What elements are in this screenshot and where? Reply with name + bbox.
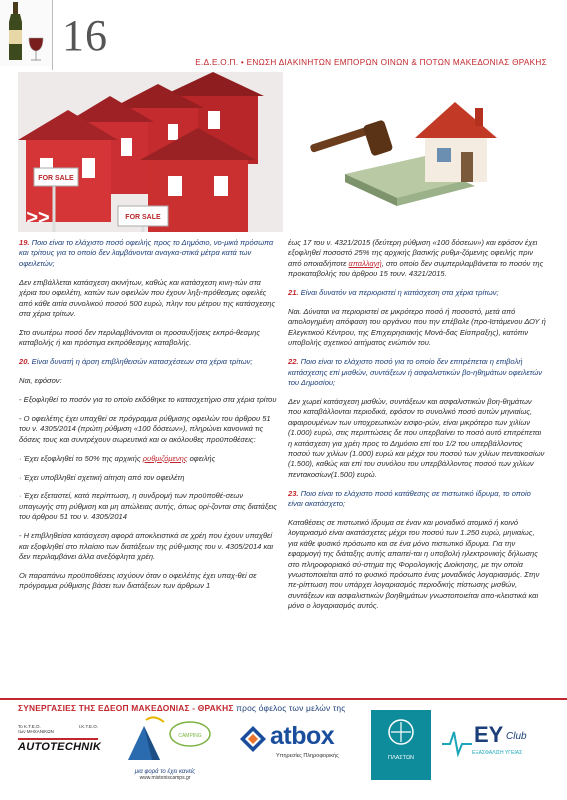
camping-logo[interactable]: CAMPING μια φορά το έχει κανείς www.mistoniscamps.gr: [110, 716, 220, 780]
left-column: [19, 238, 277, 600]
heartbeat-icon: [440, 722, 474, 762]
question-23: 23. Ποιο είναι το ελάχιστο ποσό κατάθεσης σε πιστωτικό ίδρυμα, το οποίο είναι ακατάσχετο;: [288, 488, 531, 509]
footer-divider: [0, 698, 567, 700]
question-19: 19. Ποιο είναι το ελάχιστο ποσό οφειλής προς το Δημόσιο, νο-μικά πρόσωπα και τρίτους για το οποίο δεν λαμβάνονται αναγκα-στικά μέτρα κατά των οφειλετών;: [19, 238, 274, 268]
right-column: [288, 238, 546, 620]
answer-20-p-last: Οι παραπάνω προϋποθέσεις ισχύουν όταν ο οφειλέτης έχει υπαχ-θεί σε πρόγραμμα ρύθμισης βάσει των διατάξεων των άρθρων 1: [19, 570, 257, 591]
header-divider: [52, 0, 53, 70]
question-20: 20. Είναι δυνατή η άρση επιβληθεισών κατασχέσεων στα χέρια τρίτων;: [19, 357, 253, 367]
answer-20-item3: - Η επιβληθείσα κατάσχεση αφορά αποκλειστικά σε χρέη που έχουν υπαχθεί και εξοφληθεί στο πλαίσιο των διατάξεων της ρύθ-μισης του ν. 4305/2014 και δεν περιλαμβάνει άλλα ανεξόφλητα χρέη.: [19, 531, 274, 561]
for-sale-sign-2: FOR SALE: [125, 214, 161, 221]
wine-bottle-glass-icon: [0, 0, 52, 66]
answer-20-sub3: · Έχει εξεταστεί, κατά περίπτωση, η συνδρομή των προϋποθέ-σεων υπαγωγής στη ρύθμιση και μη απώλειας αυτής, όπως ορί-ζονται στις διατάξεις του άρθρου 51 του ν. 4305/2014: [19, 491, 277, 522]
answer-20-sub1: · Έχει εξοφληθεί το 50% της αρχικής ρυθμιζόμενης οφειλής: [19, 453, 216, 463]
atbox-logo[interactable]: atbox Υπηρεσίες Πληροφορικής: [240, 722, 360, 772]
link-rythmizomenis[interactable]: ρυθμιζόμενης: [142, 453, 188, 463]
answer-19-p2: Στο ανωτέρω ποσό δεν περιλαμβάνονται οι προσαυξήσεις εκπρό-θεσμης καταβολής ή και πρόστιμα εκπρόθεσμης καταβολής.: [19, 327, 261, 348]
header-title: Ε.Δ.Ε.Ο.Π. • ΕΝΩΣΗ ΔΙΑΚΙΝΗΤΩΝ ΕΜΠΟΡΩΝ ΟΙΝΩΝ & ΠΟΤΩΝ ΜΑΚΕΔΟΝΙΑΣ ΘΡΑΚΗΣ: [195, 58, 547, 67]
answer-22: Δεν χωρεί κατάσχεση μισθών, συντάξεων και ασφαλιστικών βοη-θημάτων που καταβάλλονται περιοδικά, εφόσον το συνολικό ποσό αυτών μηνιαίως, αφαιρουμένων των υποχρεωτικών εισφο-ρών, είναι μικρότερο των χιλίων (1.000) ευρώ, στις περιπτώσεις δε που υπερβαίνει το ποσό αυτό επιτρέπεται η κατάσχεση για χρέη προς το Δημόσιο επί του 1/2 του υπερβάλλοντος ποσού των χιλίων (1.000) ευρώ και μέχρι του ποσού των χιλίων πεντακοσίων (1.500), καθώς και επί του συνόλου του υπερβάλλοντος ποσού των χιλίων πεντακοσίων(1.500) ευρώ.: [288, 396, 545, 479]
autotechnik-logo[interactable]: Το Κ.Τ.Ε.Ο. των ΜΗΧΑΝΙΚΩΝ Ι.Κ.Τ.Ε.Ο. AUTOTECHNIK: [18, 724, 102, 753]
question-21: 21. Είναι δυνατόν να περιοριστεί η κατάσχεση στα χέρια τρίτων;: [288, 288, 499, 298]
atbox-diamond-icon: [240, 726, 266, 752]
answer-23: Καταθέσεις σε πιστωτικό ίδρυμα σε έναν και μοναδικό ατομικό ή κοινό λογαριασμό είναι ακατάσχετες μέχρι του ποσού των 1.250 ευρώ, μηνιαίως, για κάθε φυσικό πρόσωπο και σε ένα μόνο πιστωτικό ίδρυμα. Για την εφαρμογή της διάταξης αυτής απαιτεί-ται η υποβολή ηλεκτρονικής δήλωσης στο πληροφοριακό σύ-στημα της Φορολογικής Διοίκησης, με την οποία γνωστοποιείται από το φυσικό πρόσωπο ένας μοναδικός λογαριασμός. Στην πε-ρίπτωση που υπάρχει λογαριασμός περιοδικής πίστωσης μισθών, συντάξεων και ασφαλιστικών βοηθημάτων γνωστοποιείται απο-κλειστικά και μόνο ο λογαριασμός αυτός.: [288, 517, 540, 611]
plaisio-logo[interactable]: ΠΛΑΣΤΩΝ: [371, 710, 431, 780]
answer-20-yes: Ναι, εφόσον:: [19, 376, 62, 386]
page-number: 16: [62, 11, 108, 60]
house-gavel-money-image: [305, 94, 517, 212]
answer-20-item1: - Εξοφληθεί το ποσόν για το οποίο εκδόθηκε το κατασχετήριο στα χέρια τρίτου: [19, 394, 277, 404]
houses-for-sale-image: [18, 72, 283, 232]
page-header: [0, 0, 567, 70]
footer-title: ΣΥΝΕΡΓΑΣΙΕΣ ΤΗΣ ΕΔΕΟΠ ΜΑΚΕΔΟΝΙΑΣ - ΘΡΑΚΗΣ προς όφελος των μελών της: [18, 703, 346, 713]
for-sale-sign-1: FOR SALE: [38, 175, 74, 182]
wine-logo: [0, 0, 52, 66]
answer-19-p1: Δεν επιβάλλεται κατάσχεση ακινήτων, καθώς και κατάσχεση κινη-τών στα χέρια του οφειλέτη, κατών των οφειλών που έχουν ληξι-πρόθεσμες οφειλές από κάθε αιτία συνολικού ποσού 500 ευρώ, πλην του μέτρου της κατάσχεσης στα χέρια τρίτων.: [19, 277, 276, 318]
tent-palm-icon: [110, 716, 220, 764]
answer-20-item2: - Ο οφειλέτης έχει υπαχθεί σε πρόγραμμα ρύθμισης οφειλών του άρθρου 51 του ν. 4305/2014 (πρώτη ρύθμιση «100 δόσεων»), πληρώνει κανονικά τις δόσεις τους και συντρέχουν σωρευτικά και οι ακόλουθες προϋποθέσεις:: [19, 413, 271, 444]
answer-21: Ναι. Δύναται να περιοριστεί σε μικρότερο ποσό ή ποσοστό, μετά από αιτιολογημένη απόφαση του οργάνου που την επέβαλε (προ-ϊστάμενου ΔΟΥ ή Ελεγκτικού Κέντρου, της Επιχειρησιακής Μονά-δας Είσπραξης), κατόπιν υποβολής σχετικού αιτήματος ενώπιόν του.: [288, 307, 546, 348]
link-apallagi[interactable]: απαλλαγή: [348, 258, 382, 268]
arrow-mark: >>: [26, 207, 50, 229]
answer-20-continued: έως 17 του ν. 4321/2015 (δεύτερη ρύθμιση «100 δόσεων») και εφόσον έχει εξοφληθεί ποσοστό 25% της αρχικής βασικής ρυθμι-ζόμενης οφειλής πριν από οποιαδήποτε απαλλαγή, στο οποίο δεν συμπεριλαμβάνεται το ποσόν της προκαταβολής του άρθρου 15 τουν. 4321/2015.: [288, 238, 544, 279]
answer-20-sub2: · Έχει υποβληθεί σχετική αίτηση από τον οφειλέτη: [19, 472, 185, 482]
question-22: 22. Ποιο είναι το ελάχιστο ποσό για το οποίο δεν επιτρέπεται η επιβολή κατάσχεσης επί μισθών, συντάξεων ή ασφαλιστικών βο-ηθημάτων οφειλετών του Δημοσίου;: [288, 357, 543, 387]
svg-text:CAMPING: CAMPING: [178, 733, 202, 739]
eyclub-logo[interactable]: EY Club ΕΞΑΣΦΑΛΙΣΗ ΥΓΕΙΑΣ: [440, 722, 550, 774]
plaisio-emblem-icon: [371, 710, 431, 750]
